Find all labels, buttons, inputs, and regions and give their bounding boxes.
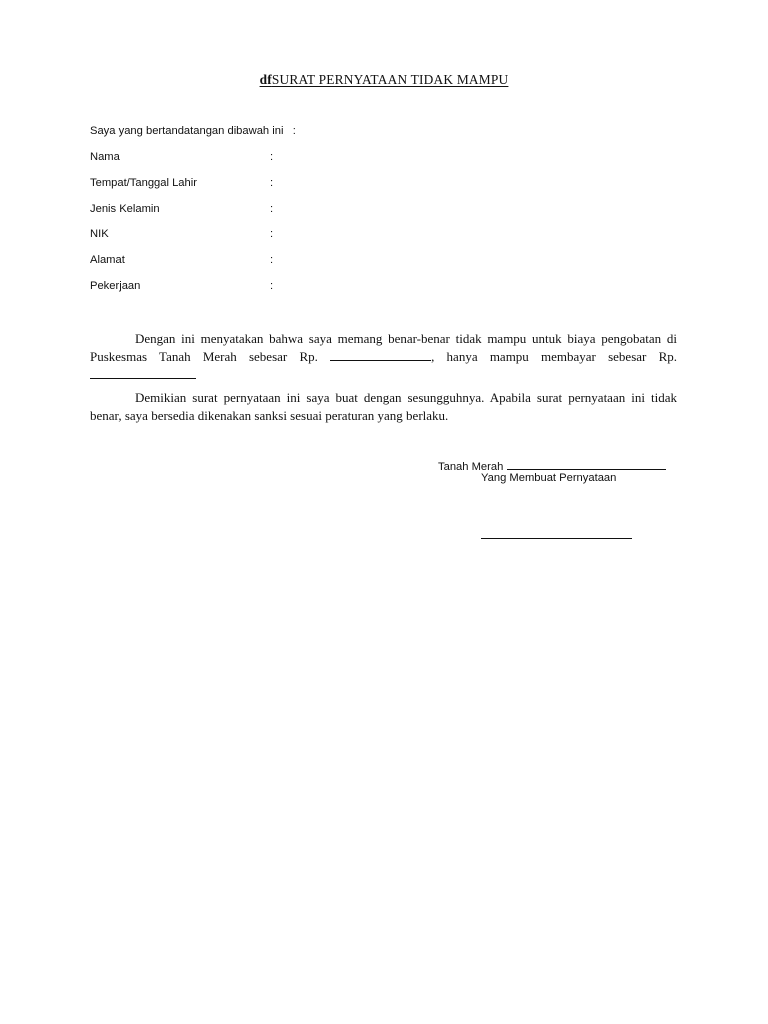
title-prefix: df	[259, 72, 272, 87]
closing-paragraph: Demikian surat pernyataan ini saya buat dengan sesungguhnya. Apabila surat pernyataan ini tidak benar, saya bersedia dikenakan sanksi sesuai peraturan yang berlaku.	[90, 390, 677, 423]
field-label-jenis-kelamin: Jenis Kelamin	[90, 203, 160, 215]
document-title	[0, 72, 768, 88]
signature-role: Yang Membuat Pernyataan	[481, 472, 617, 484]
amount-blank-line	[330, 349, 431, 361]
statement-text-a: Dengan ini menyatakan bahwa saya memang benar-benar tidak mampu untuk biaya pengobatan di Puskesmas Tanah Merah sebesar Rp.	[90, 331, 677, 364]
title-main: SURAT PERNYATAAN TIDAK MAMPU	[271, 72, 509, 87]
field-colon-nama: :	[270, 151, 274, 163]
field-label-tempat-tanggal-lahir: Tempat/Tanggal Lahir	[90, 177, 197, 189]
intro-line: Saya yang bertandatangan dibawah ini :	[90, 125, 296, 137]
statement-paragraph	[90, 330, 677, 383]
field-colon-tempat-tanggal-lahir: :	[270, 177, 274, 189]
field-colon-pekerjaan: :	[270, 280, 274, 292]
field-label-pekerjaan: Pekerjaan	[90, 280, 141, 292]
date-blank-line	[507, 458, 666, 470]
signature-blank-line	[481, 538, 632, 539]
field-label-nama: Nama	[90, 151, 120, 163]
field-colon-nik: :	[270, 228, 274, 240]
signature-place-line	[438, 458, 666, 473]
field-colon-jenis-kelamin: :	[270, 203, 274, 215]
statement-text-b: , hanya mampu membayar sebesar Rp.	[431, 348, 677, 364]
field-colon-alamat: :	[270, 254, 274, 266]
field-label-alamat: Alamat	[90, 254, 125, 266]
payment-blank-line	[90, 367, 196, 379]
signature-place: Tanah Merah	[438, 461, 504, 473]
field-label-nik: NIK	[90, 228, 109, 240]
